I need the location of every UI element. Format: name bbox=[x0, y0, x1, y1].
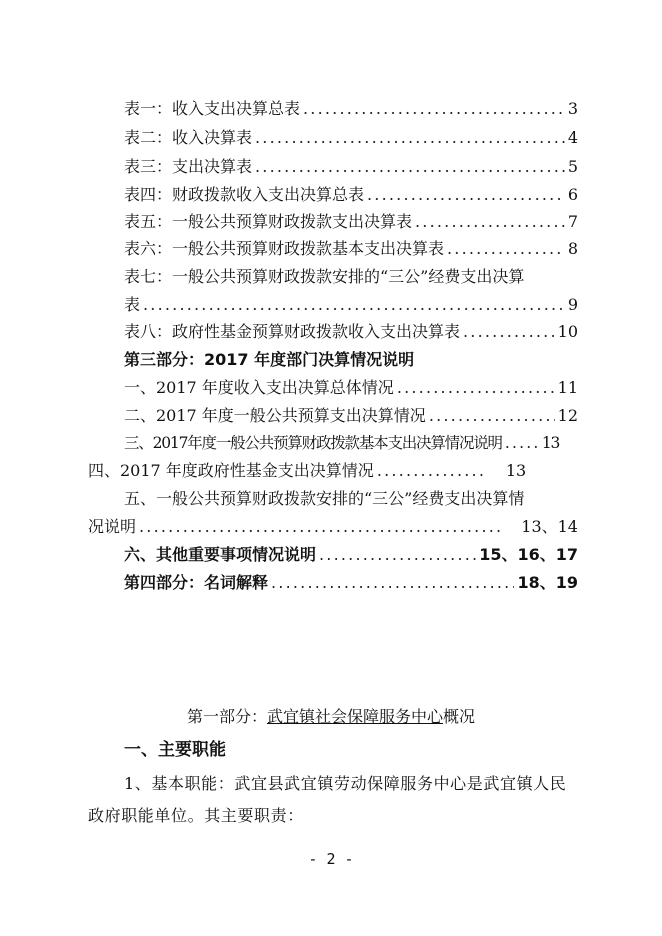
toc-entry-page: 13、14 bbox=[521, 517, 578, 536]
dot-leader bbox=[415, 209, 565, 235]
toc-entry-page: 10 bbox=[557, 322, 578, 341]
toc-entry-part3-5-line1[interactable]: 五、一般公共预算财政拨款安排的“三公”经费支出决算情 bbox=[124, 489, 525, 508]
toc-entry-label: 表八：政府性基金预算财政拨款收入支出决算表 bbox=[124, 322, 461, 341]
toc-entry-part3-3[interactable] bbox=[124, 430, 578, 456]
toc-entry-page: 18、19 bbox=[517, 573, 578, 592]
toc-entry-label: 表二：收入决算表 bbox=[124, 128, 253, 147]
toc-entry-part3-6[interactable] bbox=[124, 542, 578, 568]
toc-entry-page: 3 bbox=[567, 99, 578, 118]
toc-entry-label: 三、2017年度一般公共预算财政拨款基本支出决算情况说明 bbox=[124, 434, 502, 452]
toc-entry-table-1[interactable] bbox=[124, 96, 578, 122]
toc-entry-label: 表五：一般公共预算财政拨款支出决算表 bbox=[124, 212, 413, 231]
toc-entry-label: 六、其他重要事项情况说明 bbox=[124, 545, 317, 564]
toc-entry-page: 12 bbox=[557, 406, 578, 425]
toc-entry-page: 5 bbox=[567, 157, 578, 176]
toc-part3-heading[interactable]: 第三部分：2017 年度部门决算情况说明 bbox=[124, 350, 415, 369]
toc-entry-part3-4[interactable] bbox=[88, 458, 548, 484]
toc-entry-table-3[interactable] bbox=[124, 154, 578, 180]
dot-leader bbox=[139, 514, 504, 540]
toc-entry-label: 表一：收入支出决算总表 bbox=[124, 99, 301, 118]
heading-main-functions: 一、主要职能 bbox=[124, 740, 226, 760]
dot-leader bbox=[463, 319, 555, 345]
dot-leader bbox=[255, 154, 565, 180]
section-title-unit: 武宜镇社会保障服务中心 bbox=[266, 707, 443, 726]
toc-entry-label: 表 bbox=[124, 295, 141, 314]
section-title bbox=[0, 704, 662, 730]
dot-leader bbox=[271, 570, 514, 596]
toc-entry-table-4[interactable] bbox=[124, 182, 578, 208]
toc-entry-label: 况说明 bbox=[88, 517, 137, 536]
toc-entry-table-5[interactable] bbox=[124, 209, 578, 235]
dot-leader bbox=[397, 375, 555, 401]
page-number: - 2 - bbox=[308, 850, 354, 868]
toc-entry-label: 表四：财政拨款收入支出决算总表 bbox=[124, 185, 365, 204]
toc-entry-page: 15、16、17 bbox=[479, 545, 578, 564]
dot-leader bbox=[377, 458, 487, 484]
toc-entry-page: 8 bbox=[567, 239, 578, 258]
toc-entry-label: 表六：一般公共预算财政拨款基本支出决算表 bbox=[124, 239, 445, 258]
dot-leader bbox=[255, 125, 565, 151]
section-title-prefix: 第一部分： bbox=[186, 707, 267, 726]
dot-leader bbox=[447, 236, 565, 262]
toc-entry-page: 6 bbox=[567, 185, 578, 204]
dot-leader bbox=[505, 430, 539, 456]
toc-entry-table-8[interactable] bbox=[124, 319, 578, 345]
toc-entry-part4[interactable] bbox=[124, 570, 578, 596]
paragraph-basic-function: 1、基本职能：武宜县武宜镇劳动保障服务中心是武宜镇人民政府职能单位。其主要职责： bbox=[88, 774, 567, 825]
dot-leader bbox=[303, 96, 565, 122]
toc-entry-page: 13 bbox=[541, 434, 560, 452]
toc-entry-table-7-line1[interactable]: 表七：一般公共预算财政拨款安排的“三公”经费支出决算 bbox=[124, 267, 525, 286]
toc-entry-table-6[interactable] bbox=[124, 236, 578, 262]
toc-entry-part3-2[interactable] bbox=[124, 403, 578, 429]
dot-leader bbox=[367, 182, 565, 208]
toc-entry-page: 13 bbox=[505, 461, 527, 480]
dot-leader bbox=[143, 292, 565, 318]
section-title-suffix: 概况 bbox=[443, 707, 476, 726]
toc-entry-table-2[interactable] bbox=[124, 125, 578, 151]
toc-entry-part3-5-line2[interactable] bbox=[88, 514, 578, 540]
dot-leader bbox=[319, 542, 476, 568]
dot-leader bbox=[429, 403, 555, 429]
toc-entry-page: 4 bbox=[567, 128, 578, 147]
toc-entry-label: 表三：支出决算表 bbox=[124, 157, 253, 176]
toc-entry-part3-1[interactable] bbox=[124, 375, 578, 401]
toc-entry-page: 9 bbox=[567, 295, 578, 314]
toc-entry-label: 第四部分：名词解释 bbox=[124, 573, 269, 592]
toc-entry-page: 7 bbox=[567, 212, 578, 231]
toc-entry-label: 四、2017 年度政府性基金支出决算情况 bbox=[88, 461, 374, 480]
toc-entry-label: 一、2017 年度收入支出决算总体情况 bbox=[124, 378, 394, 397]
toc-entry-label: 二、2017 年度一般公共预算支出决算情况 bbox=[124, 406, 426, 425]
toc-entry-table-7-line2[interactable] bbox=[124, 292, 578, 318]
toc-entry-page: 11 bbox=[557, 378, 578, 397]
